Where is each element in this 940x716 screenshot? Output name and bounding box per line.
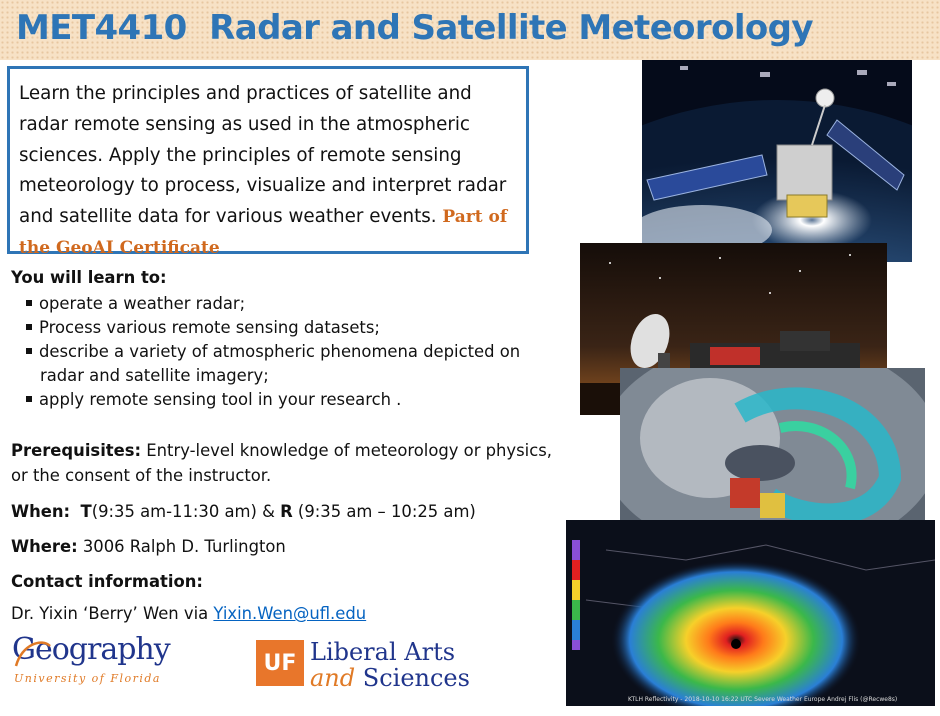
contact-name: Dr. Yixin ‘Berry’ Wen via xyxy=(11,604,214,623)
list-item-text: apply remote sensing tool in your research . xyxy=(39,390,402,409)
las-line-2 xyxy=(310,664,470,692)
las-line-1: Liberal Arts xyxy=(310,638,456,666)
bullet-icon xyxy=(26,348,32,354)
list-item xyxy=(26,388,586,412)
globe-swoosh-icon xyxy=(12,636,52,672)
when-label: When: xyxy=(11,502,71,521)
uf-logo: UF xyxy=(256,640,304,686)
las-and: and xyxy=(310,664,356,692)
geography-subtitle: University of Florida xyxy=(14,672,161,685)
day-t: T xyxy=(80,502,92,521)
list-item xyxy=(26,316,586,340)
course-title: MET4410 Radar and Satellite Meteorology xyxy=(16,8,813,48)
satellite-photo xyxy=(642,60,912,262)
contact-row xyxy=(11,604,366,623)
list-item xyxy=(26,292,586,316)
learn-heading: You will learn to: xyxy=(11,268,167,287)
list-item xyxy=(26,340,586,388)
prereq-text: Entry-level knowledge of meteorology or physics, xyxy=(141,441,552,460)
radar-reflectivity-map xyxy=(566,520,935,706)
email-link[interactable]: Yixin.Wen@ufl.edu xyxy=(213,604,367,623)
geography-wordmark: Geography xyxy=(12,632,170,667)
list-item-text: radar and satellite imagery; xyxy=(40,366,269,385)
bullet-icon xyxy=(26,324,32,330)
contact-heading: Contact information: xyxy=(11,572,203,591)
bullet-icon xyxy=(26,396,32,402)
las-sciences: Sciences xyxy=(355,664,470,692)
where-row xyxy=(11,537,286,556)
where-label: Where: xyxy=(11,537,78,556)
day-r: R xyxy=(280,502,293,521)
course-description-box xyxy=(7,66,529,258)
radar-map-caption: KTLH Reflectivity - 2018-10-10 16:22 UTC Severe Weather Europe Andrej Flis (@Recwe8s) xyxy=(628,696,898,703)
certificate-note: Part of the GeoAI Certificate xyxy=(19,207,508,258)
prereq-label: Prerequisites: xyxy=(11,441,142,460)
prerequisites xyxy=(11,438,601,488)
prereq-text-2: or the consent of the instructor. xyxy=(11,466,272,485)
where-value: 3006 Ralph D. Turlington xyxy=(77,537,286,556)
list-item-text: Process various remote sensing datasets; xyxy=(39,318,380,337)
geography-logo xyxy=(12,632,182,692)
bullet-icon xyxy=(26,300,32,306)
course-description: Learn the principles and practices of satellite and radar remote sensing as used in the atmospheric sciences. Apply the principles of remote sensing meteorology to process, visualize and interpret radar and satellite data for various weather events. xyxy=(19,83,507,228)
t-time: (9:35 am-11:30 am) & xyxy=(91,502,281,521)
when-row xyxy=(11,502,476,521)
list-item-text: describe a variety of atmospheric phenomena depicted on xyxy=(39,342,521,361)
title-bar xyxy=(0,0,940,60)
r-time: (9:35 am – 10:25 am) xyxy=(292,502,476,521)
list-item-text: operate a weather radar; xyxy=(39,294,246,313)
learn-list xyxy=(26,292,586,412)
